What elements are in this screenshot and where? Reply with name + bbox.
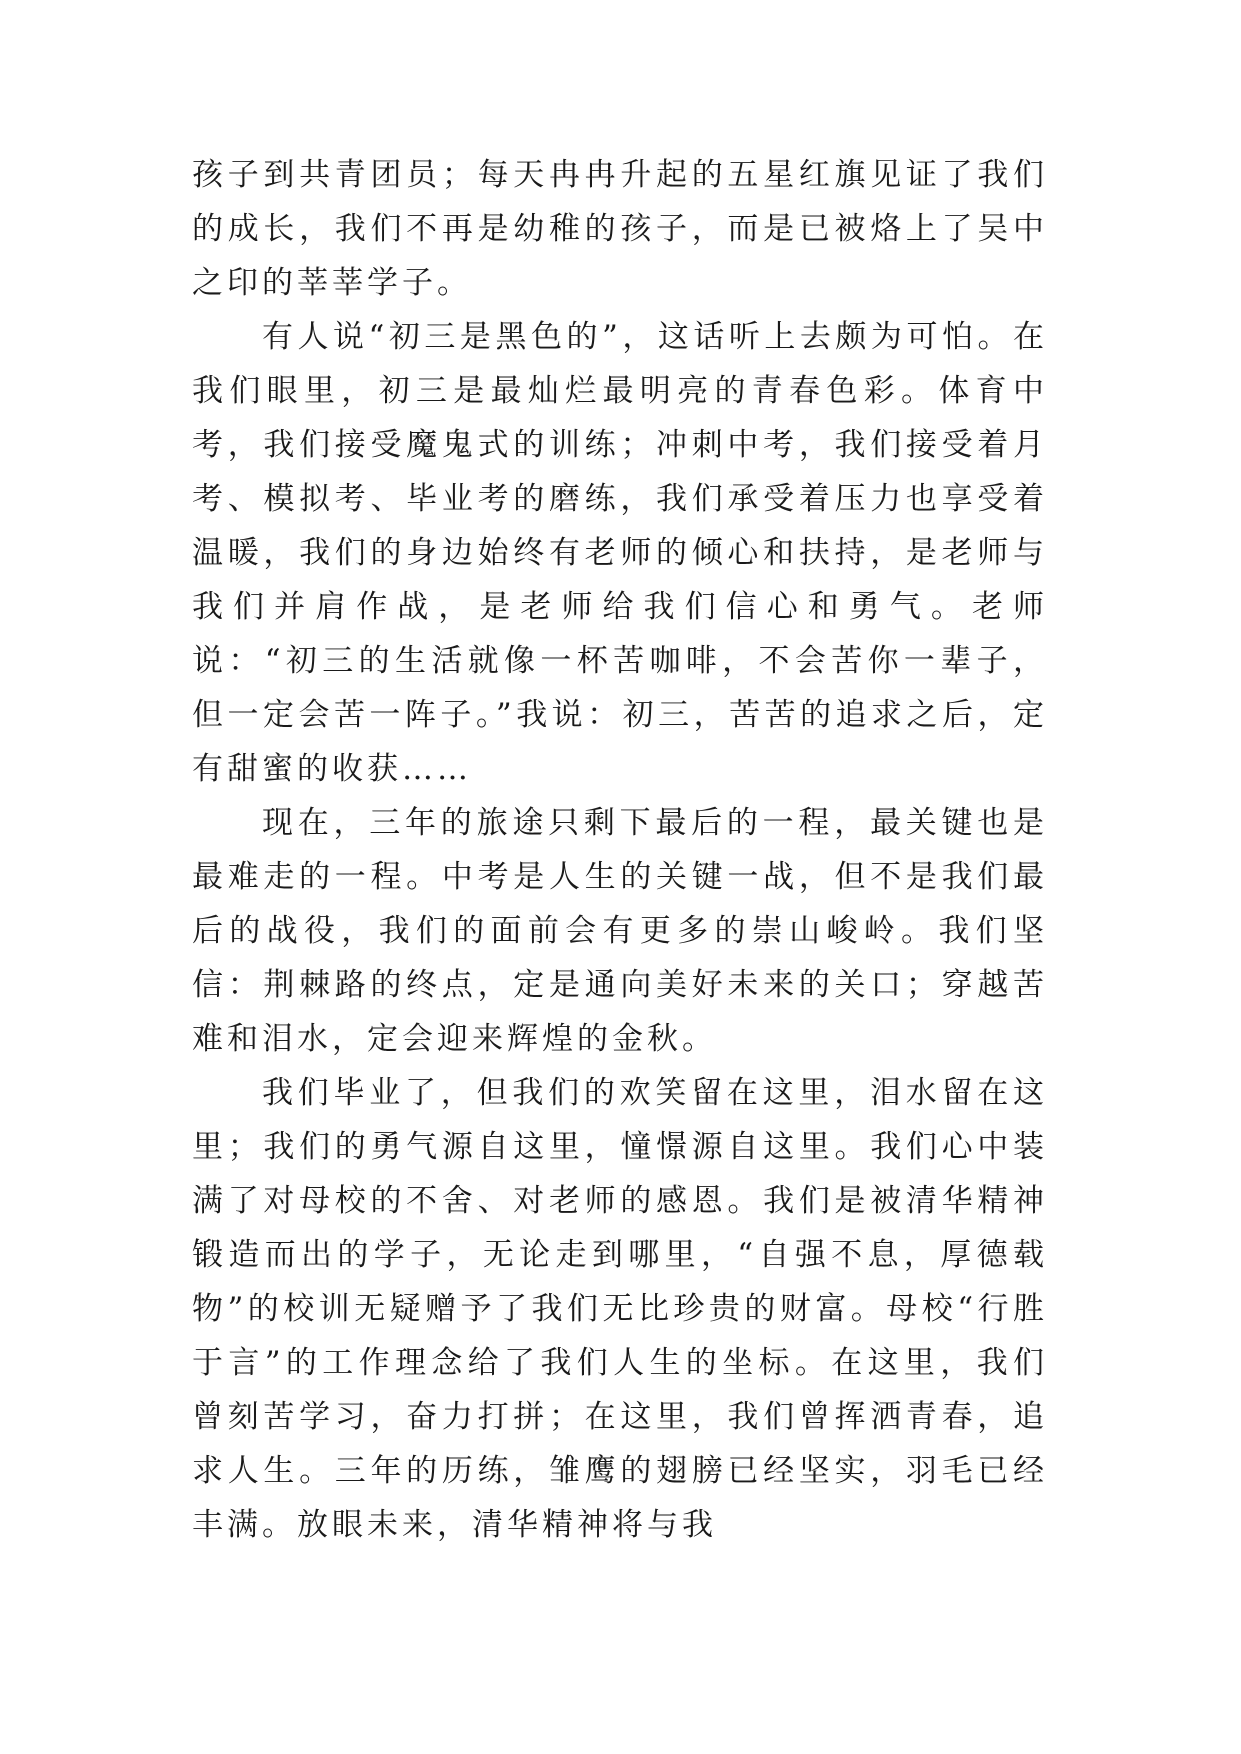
document-body	[192, 148, 1048, 1552]
paragraph-4: 我们毕业了，但我们的欢笑留在这里，泪水留在这里；我们的勇气源自这里，憧憬源自这里。我们心中装满了对母校的不舍、对老师的感恩。我们是被清华精神锻造而出的学子，无论走到哪里，“自强不息，厚德载物”的校训无疑赠予了我们无比珍贵的财富。母校“行胜于言”的工作理念给了我们人生的坐标。在这里，我们曾刻苦学习，奋力打拼；在这里，我们曾挥洒青春，追求人生。三年的历练，雏鹰的翅膀已经坚实，羽毛已经丰满。放眼未来，清华精神将与我	[192, 1075, 1048, 1543]
paragraph-2: 有人说“初三是黑色的”，这话听上去颇为可怕。在我们眼里，初三是最灿烂最明亮的青春色彩。体育中考，我们接受魔鬼式的训练；冲刺中考，我们接受着月考、模拟考、毕业考的磨练，我们承受着压力也享受着温暖，我们的身边始终有老师的倾心和扶持，是老师与我们并肩作战，是老师给我们信心和勇气。老师说：“初三的生活就像一杯苦咖啡，不会苦你一辈子，但一定会苦一阵子。”我说：初三，苦苦的追求之后，定有甜蜜的收获……	[192, 319, 1048, 787]
paragraph-3: 现在，三年的旅途只剩下最后的一程，最关键也是最难走的一程。中考是人生的关键一战，但不是我们最后的战役，我们的面前会有更多的崇山峻岭。我们坚信：荆棘路的终点，定是通向美好未来的关口；穿越苦难和泪水，定会迎来辉煌的金秋。	[192, 805, 1048, 1057]
paragraph-1: 孩子到共青团员；每天冉冉升起的五星红旗见证了我们的成长，我们不再是幼稚的孩子，而是已被烙上了吴中之印的莘莘学子。	[192, 157, 1048, 301]
